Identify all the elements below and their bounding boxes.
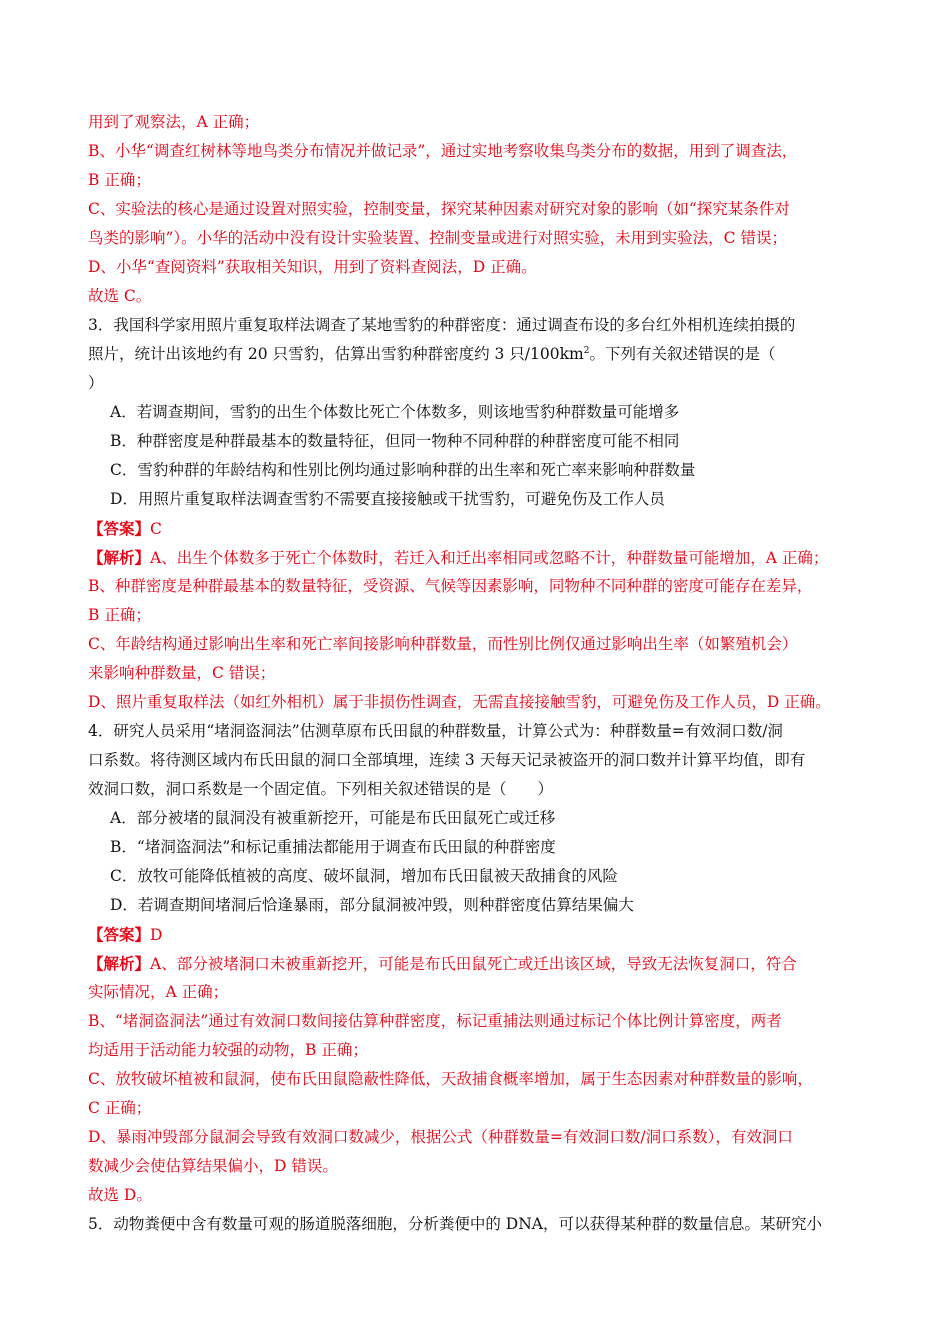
q3-analysis-line: 来影响种群数量，C 错误；	[88, 664, 276, 682]
q2-analysis-line: D、小华“查阅资料”获取相关知识，用到了资料查阅法，D 正确。	[88, 258, 537, 276]
q3-option-c: C．雪豹种群的年龄结构和性别比例均通过影响种群的出生率和死亡率来影响种群数量	[110, 461, 696, 479]
q3-stem-text: 照片，统计出该地约有 20 只雪豹，估算出雪豹种群密度约 3 只/100km	[88, 345, 584, 363]
q3-stem: ）	[88, 374, 104, 392]
q4-analysis-line: 实际情况，A 正确；	[88, 983, 229, 1001]
analysis-text: A、出生个体数多于死亡个体数时，若迁入和迁出率相同或忽略不计，种群数量可能增加，A 正确；	[150, 549, 829, 567]
q3-stem-superscript: 2	[583, 345, 590, 356]
analysis-tag: 【解析】	[88, 548, 151, 567]
answer-tag: 【答案】	[88, 925, 151, 944]
q5-stem: 5．动物粪便中含有数量可观的肠道脱落细胞，分析粪便中的 DNA，可以获得某种群的数量信息。某研究小	[88, 1215, 822, 1233]
q3-stem: 3．我国科学家用照片重复取样法调查了某地雪豹的种群密度：通过调查布设的多台红外相机连续拍摄的	[88, 316, 796, 334]
q4-analysis-line: C 正确；	[88, 1099, 152, 1117]
q4-stem: 效洞口数，洞口系数是一个固定值。下列相关叙述错误的是（ ）	[88, 780, 554, 798]
q2-analysis-line: B 正确；	[88, 171, 151, 189]
q4-option-d: D．若调查期间堵洞后恰逢暴雨，部分鼠洞被冲毁，则种群密度估算结果偏大	[110, 896, 634, 914]
analysis-text: A、部分被堵洞口未被重新挖开，可能是布氏田鼠死亡或迁出该区域，导致无法恢复洞口，符合	[150, 955, 797, 973]
q4-analysis-line: 数减少会使估算结果偏小，D 错误。	[88, 1157, 338, 1175]
q3-analysis-line: B、种群密度是种群最基本的数量特征，受资源、气候等因素影响，同物种不同种群的密度可能存在差异，	[88, 577, 813, 595]
q2-analysis-line: C、实验法的核心是通过设置对照实验，控制变量，探究某种因素对研究对象的影响（如“探究某条件对	[88, 200, 790, 218]
q3-option-d: D．用照片重复取样法调查雪豹不需要直接接触或干扰雪豹，可避免伤及工作人员	[110, 490, 665, 508]
q3-answer	[88, 514, 868, 543]
q4-analysis-line: B、“堵洞盗洞法”通过有效洞口数间接估算种群密度，标记重捕法则通过标记个体比例计算密度，两者	[88, 1012, 782, 1030]
q4-analysis-line: D、暴雨冲毁部分鼠洞会导致有效洞口数减少，根据公式（种群数量=有效洞口数/洞口系数），有效洞口	[88, 1128, 793, 1146]
q3-option-b: B．种群密度是种群最基本的数量特征，但同一物种不同种群的种群密度可能不相同	[110, 432, 680, 450]
q4-stem: 口系数。将待测区域内布氏田鼠的洞口全部填埋，连续 3 天每天记录被盗开的洞口数并计算平均值，即有	[88, 751, 806, 769]
q4-analysis	[88, 949, 868, 978]
q3-stem-text: 。下列有关叙述错误的是（	[589, 345, 776, 363]
q4-analysis-line: C、放牧破坏植被和鼠洞，使布氏田鼠隐蔽性降低，天敌捕食概率增加，属于生态因素对种群数量的影响，	[88, 1070, 813, 1088]
q4-stem: 4．研究人员采用“堵洞盗洞法”估测草原布氏田鼠的种群数量，计算公式为：种群数量=有效洞口数/洞	[88, 722, 783, 740]
q3-analysis-line: C、年龄结构通过影响出生率和死亡率间接影响种群数量，而性别比例仅通过影响出生率（如繁殖机会）	[88, 635, 798, 653]
q2-conclusion: 故选 C。	[88, 287, 152, 305]
answer-value: C	[150, 520, 162, 538]
q2-analysis-line: 用到了观察法，A 正确；	[88, 113, 260, 131]
document-page	[88, 108, 868, 1239]
q4-conclusion: 故选 D。	[88, 1186, 152, 1204]
q3-analysis-line: D、照片重复取样法（如红外相机）属于非损伤性调查，无需直接接触雪豹，可避免伤及工作人员，D 正确。	[88, 693, 831, 711]
answer-value: D	[150, 926, 163, 944]
q4-answer	[88, 920, 868, 949]
q4-option-a: A．部分被堵的鼠洞没有被重新挖开，可能是布氏田鼠死亡或迁移	[110, 809, 556, 827]
answer-tag: 【答案】	[88, 519, 151, 538]
q4-option-c: C．放牧可能降低植被的高度、破坏鼠洞，增加布氏田鼠被天敌捕食的风险	[110, 867, 618, 885]
q3-analysis	[88, 543, 868, 572]
q2-analysis-line: B、小华“调查红树林等地鸟类分布情况并做记录”，通过实地考察收集鸟类分布的数据，用到了调查法，	[88, 142, 798, 160]
q4-analysis-line: 均适用于活动能力较强的动物，B 正确；	[88, 1041, 368, 1059]
q2-analysis-line: 鸟类的影响”）。小华的活动中没有设计实验装置、控制变量或进行对照实验，未用到实验法，C 错误；	[88, 229, 787, 247]
q3-analysis-line: B 正确；	[88, 606, 151, 624]
q4-option-b: B．“堵洞盗洞法”和标记重捕法都能用于调查布氏田鼠的种群密度	[110, 838, 556, 856]
q3-stem	[88, 340, 868, 369]
q3-option-a: A．若调查期间，雪豹的出生个体数比死亡个体数多，则该地雪豹种群数量可能增多	[110, 403, 680, 421]
analysis-tag: 【解析】	[88, 954, 151, 973]
